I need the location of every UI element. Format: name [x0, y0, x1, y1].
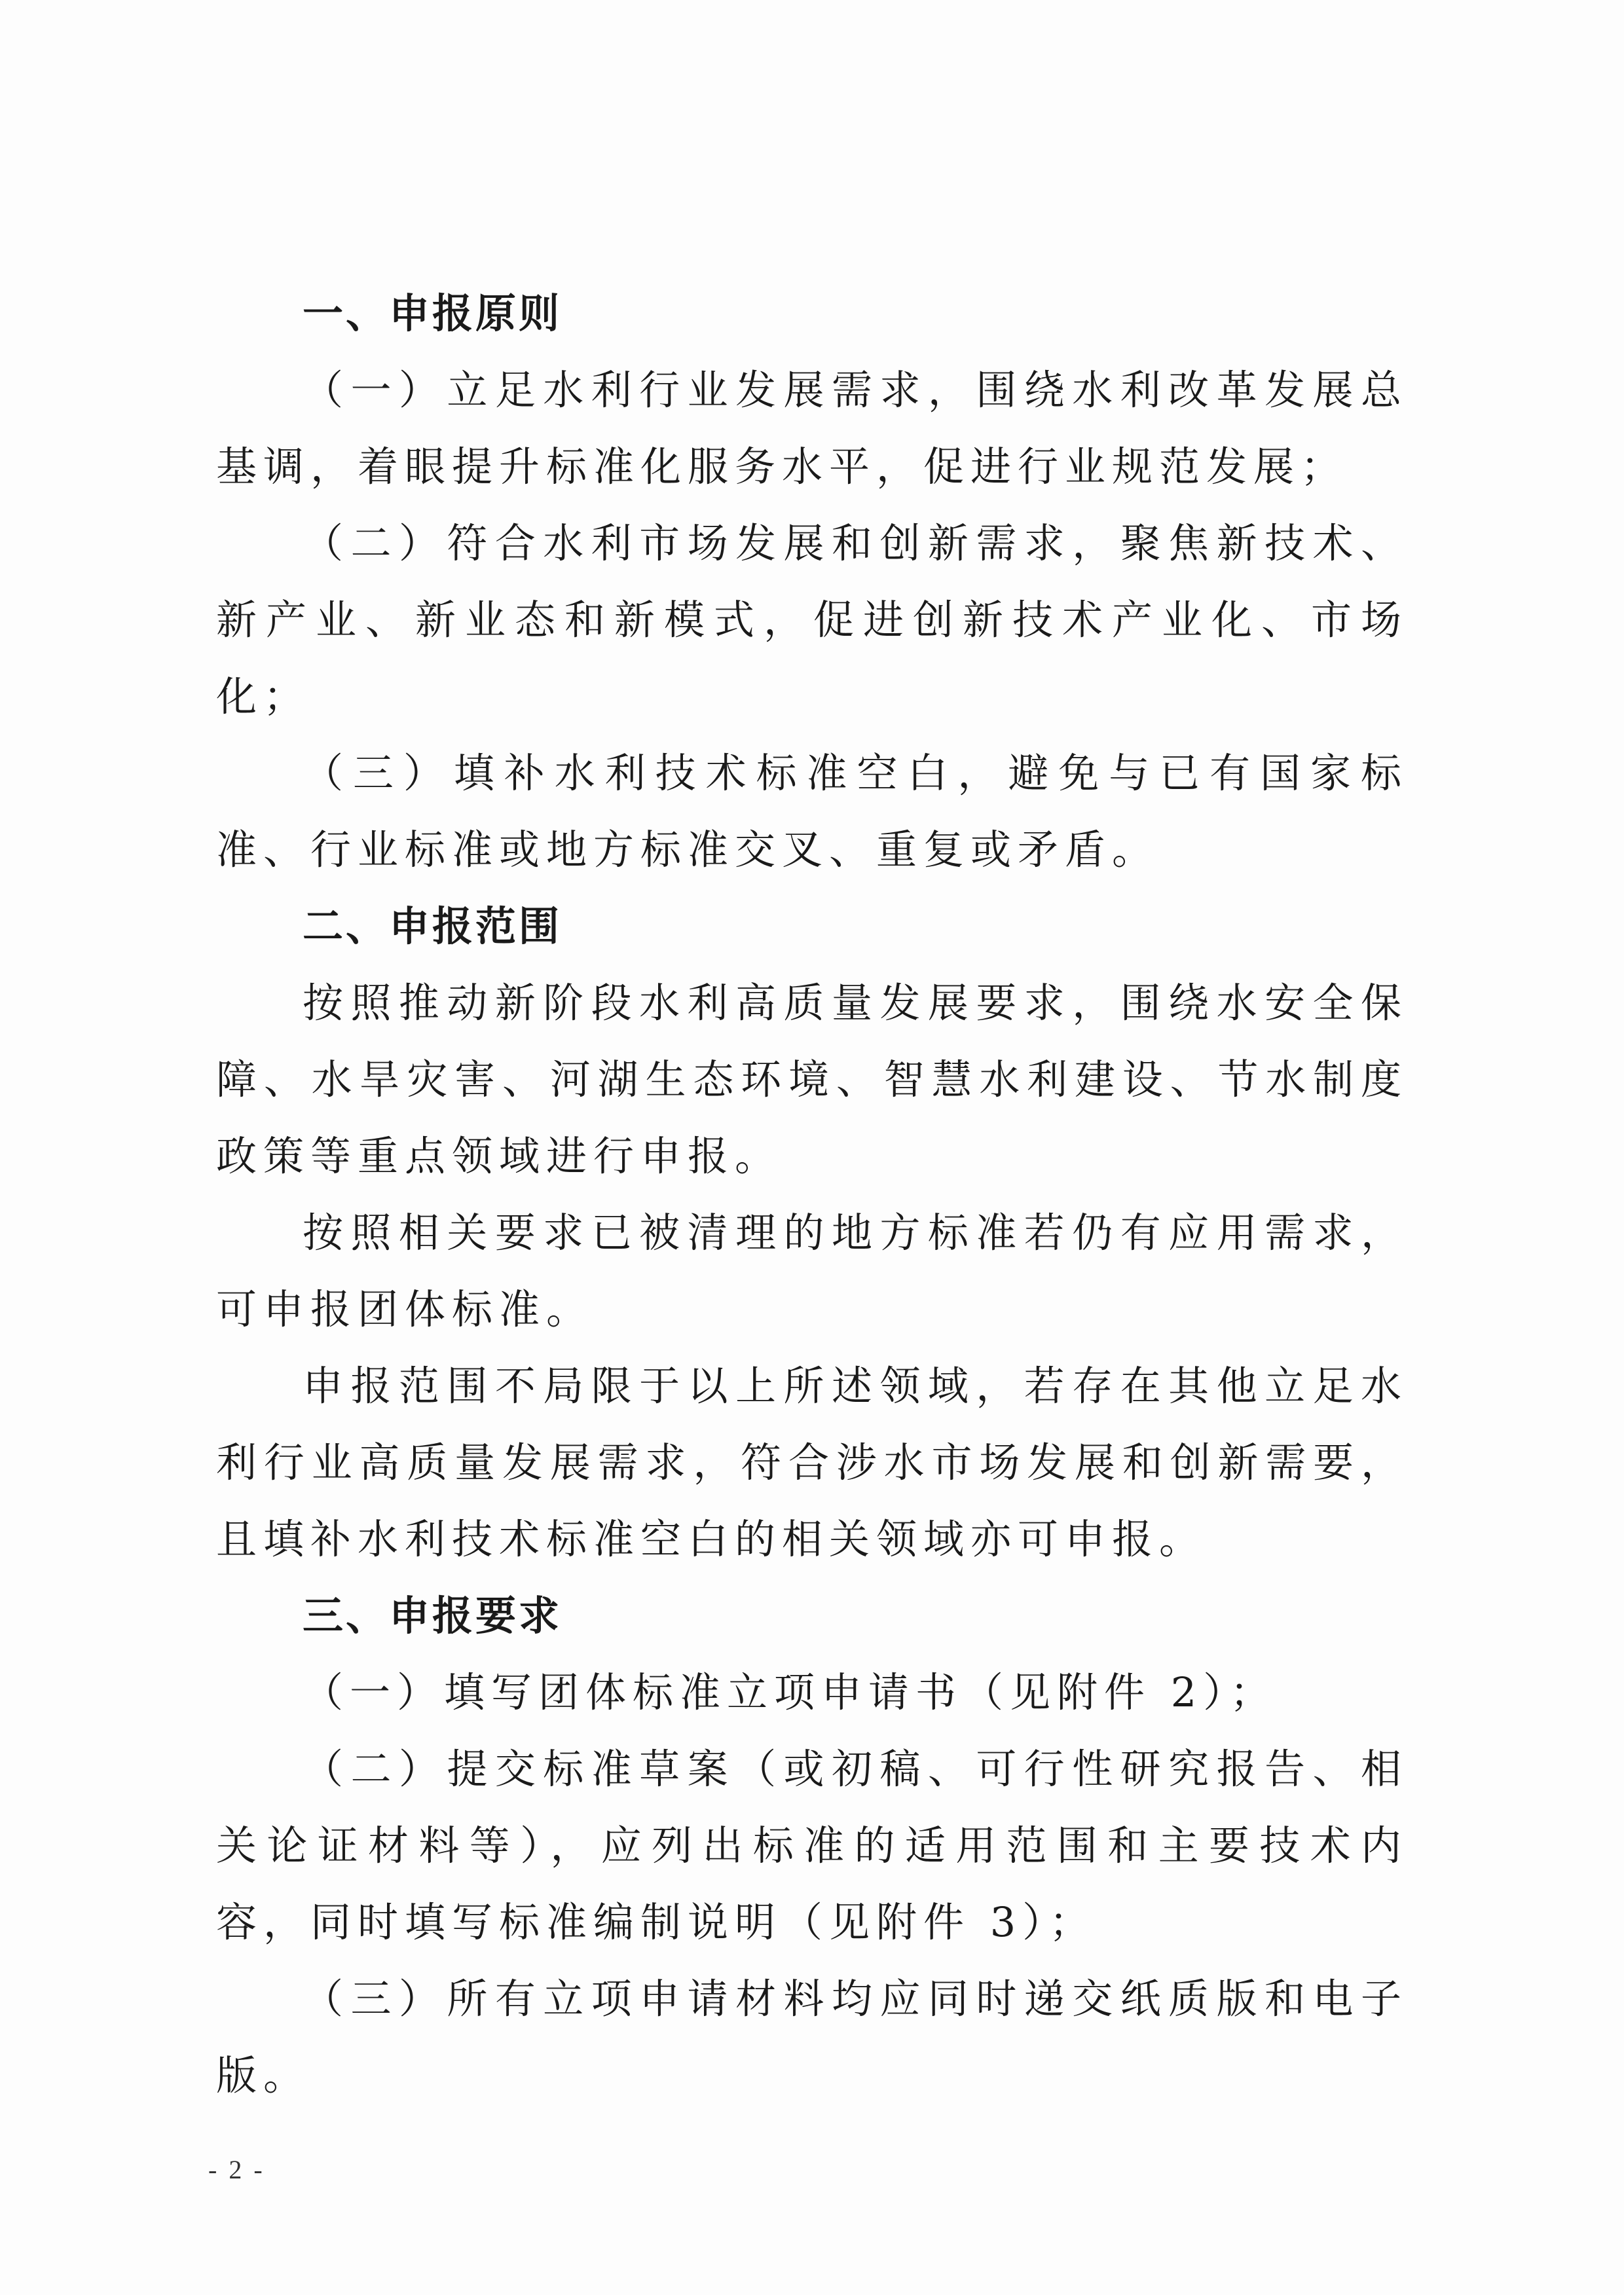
page-number: - 2 - [208, 2155, 265, 2184]
section-heading-requirements: 三、申报要求 [303, 1592, 563, 1640]
principle-paragraph-2: （二）符合水利市场发展和创新需求，聚焦新技术、新产业、新业态和新模式，促进创新技术产业化、市场化； [216, 519, 1408, 720]
scope-paragraph-3: 申报范围不局限于以上所述领域，若存在其他立足水利行业高质量发展需求，符合涉水市场发展和创新需要，且填补水利技术标准空白的相关领域亦可申报。 [216, 1362, 1408, 1563]
requirement-paragraph-2: （二）提交标准草案（或初稿、可行性研究报告、相关论证材料等），应列出标准的适用范围和主要技术内容，同时填写标准编制说明（见附件 3）； [216, 1745, 1408, 1946]
document-body [216, 275, 1408, 2114]
section-heading-scope: 二、申报范围 [303, 902, 563, 950]
principle-paragraph-1: （一）立足水利行业发展需求，围绕水利改革发展总基调，着眼提升标准化服务水平，促进行业规范发展； [216, 366, 1408, 490]
requirement-paragraph-3: （三）所有立项申请材料均应同时递交纸质版和电子版。 [216, 1975, 1408, 2099]
principle-paragraph-3: （三）填补水利技术标准空白，避免与已有国家标准、行业标准或地方标准交叉、重复或矛盾。 [216, 749, 1408, 873]
section-heading-principles: 一、申报原则 [303, 289, 563, 337]
scope-paragraph-2: 按照相关要求已被清理的地方标准若仍有应用需求，可申报团体标准。 [216, 1209, 1408, 1333]
requirement-paragraph-1: （一）填写团体标准立项申请书（见附件 2）； [303, 1668, 1278, 1716]
scope-paragraph-1: 按照推动新阶段水利高质量发展要求，围绕水安全保障、水旱灾害、河湖生态环境、智慧水利建设、节水制度政策等重点领域进行申报。 [216, 979, 1408, 1180]
